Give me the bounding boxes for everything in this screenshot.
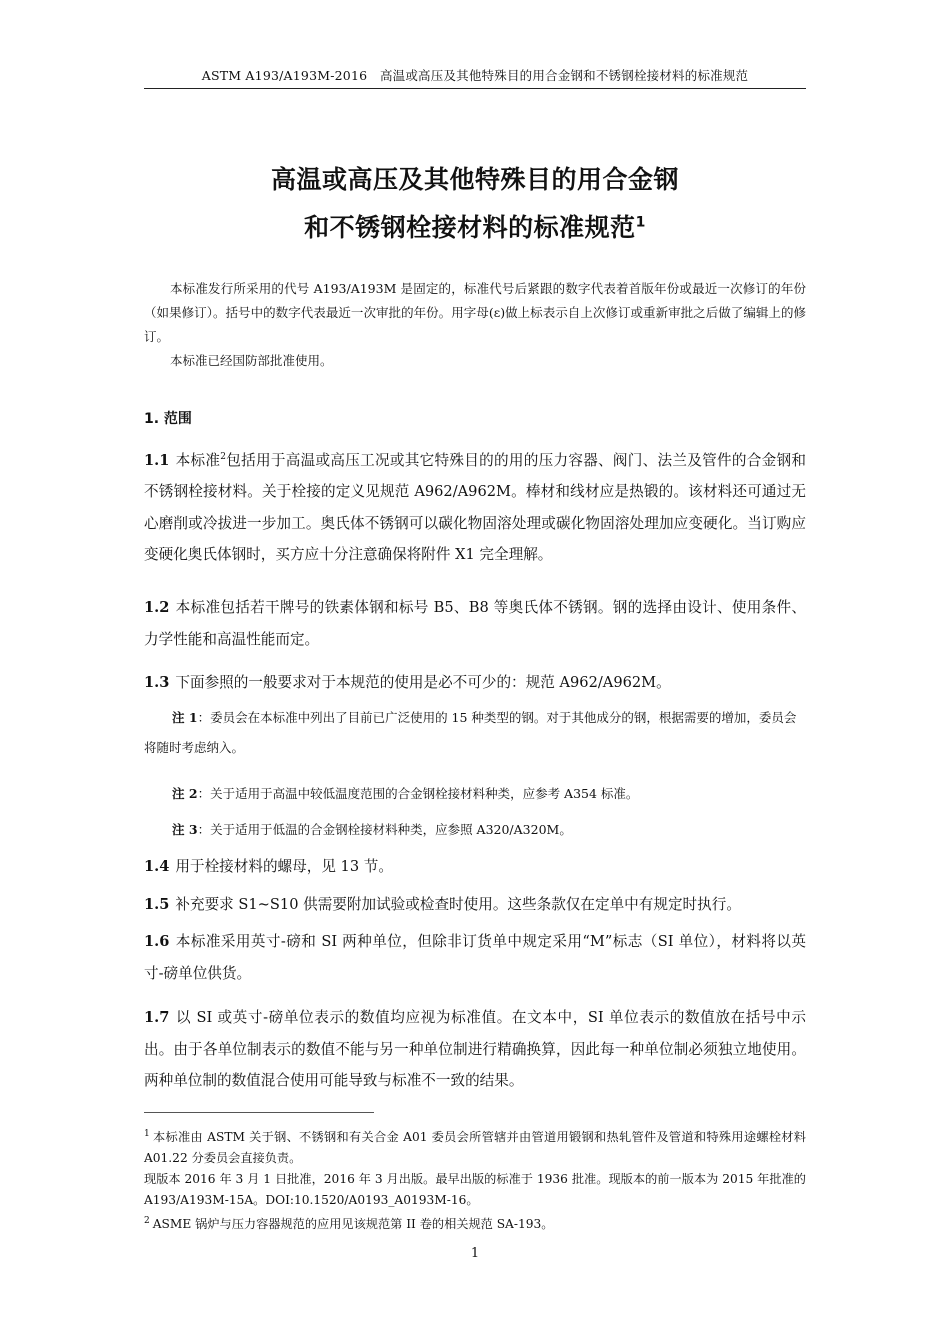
clause-1-4 (144, 851, 806, 883)
preamble-text-2: 本标准已经国防部批准使用。 (170, 353, 333, 368)
page-number: 1 (470, 1246, 480, 1261)
title-line-1 (144, 160, 806, 196)
clause-1-1-number: 1.1 (144, 451, 170, 469)
title-line-2 (144, 208, 806, 244)
clause-1-7 (144, 1002, 806, 1097)
clause-1-4-number: 1.4 (144, 858, 170, 875)
clause-1-2-text: 本标准包括若干牌号的铁素体钢和标号 B5、B8 等奥氏体不锈钢。钢的选择由设计、使用条件、力学性能和高温性能而定。 (144, 599, 806, 648)
clause-1-5 (144, 889, 806, 921)
clause-1-6-number: 1.6 (144, 933, 170, 950)
footnote-2-text: ASME 锅炉与压力容器规范的应用见该规范第 II 卷的相关规范 SA-193。 (152, 1217, 554, 1232)
preamble-paragraph-1 (144, 277, 806, 349)
note-2-text: ：关于适用于高温中较低温度范围的合金钢栓接材料种类，应参考 A354 标准。 (197, 786, 639, 801)
footnote-2-mark: 2 (144, 1216, 150, 1227)
clause-1-2-number: 1.2 (144, 599, 170, 616)
clause-1-4-text: 用于栓接材料的螺母，见 13 节。 (175, 858, 393, 875)
note-1 (144, 703, 806, 763)
clause-1-7-text: 以 SI 或英寸-磅单位表示的数值均应视为标准值。在文本中，SI 单位表示的数值放在括号中示出。由于各单位制表示的数值不能与另一种单位制进行精确换算，因此每一种单位制必须独立地使用。两种单位制的数值混合使用可能导致与标准不一致的结果。 (144, 1009, 806, 1089)
clause-1-1-text-a: 本标准 (175, 451, 221, 469)
title-footnote-mark: 1 (635, 214, 646, 231)
clause-1-1-text-b: 包括用于高温或高压工况或其它特殊目的的用的压力容器、阀门、法兰及管件的合金钢和不锈钢栓接材料。关于栓接的定义见规范 A962/A962M。棒材和线材应是热锻的。该材料还可通过无心磨削或冷拔进一步加工。奥氏体不锈钢可以碳化物固溶处理或碳化物固溶处理加应变硬化。当订购应变硬化奥氏体钢时，买方应十分注意确保将附件 X1 完全理解。 (144, 451, 806, 564)
note-2-label: 注 2 (172, 786, 198, 801)
preamble-paragraph-2 (144, 349, 806, 373)
note-3-label: 注 3 (172, 822, 198, 837)
title-line-2-text: 和不锈钢栓接材料的标准规范 (304, 213, 636, 242)
clause-1-3 (144, 667, 806, 699)
note-1-text: ：委员会在本标准中列出了目前已广泛使用的 15 种类型的钢。对于其他成分的钢，根据需要的增加，委员会将随时考虑纳入。 (144, 710, 797, 755)
preamble-text-1: 本标准发行所采用的代号 A193/A193M 是固定的，标准代号后紧跟的数字代表着首版年份或最近一次修订的年份（如果修订）。括号中的数字代表最近一次审批的年份。用字母(ε)做上标表示自上次修订或重新审批之后做了编辑上的修订。 (144, 281, 806, 344)
footnote-1-continued: 现版本 2016 年 3 月 1 日批准，2016 年 3 月出版。最早出版的标准于 1936 批准。现版本的前一版本为 2015 年批准的 A193/A193M-15A。DOI:10.1520/A0193_A0193M-16。 (144, 1172, 806, 1208)
section-heading-scope: 1. 范围 (144, 411, 192, 427)
header-rule (144, 88, 806, 89)
note-1-label: 注 1 (172, 710, 198, 725)
clause-1-5-number: 1.5 (144, 896, 170, 913)
clause-1-6 (144, 926, 806, 989)
clause-1-1 (144, 442, 806, 571)
footnotes (144, 1124, 806, 1235)
footnote-2 (144, 1211, 806, 1235)
running-header: ASTM A193/A193M-2016 高温或高压及其他特殊目的用合金钢和不锈钢栓接材料的标准规范 (201, 68, 749, 83)
footnote-1-text: 本标准由 ASTM 关于钢、不锈钢和有关合金 A01 委员会所管辖并由管道用锻钢和热轧管件及管道和特殊用途螺栓材料 A01.22 分委员会直接负责。 (144, 1130, 806, 1166)
clause-1-6-text: 本标准采用英寸-磅和 SI 两种单位，但除非订货单中规定采用“M”标志（SI 单位），材料将以英寸-磅单位供货。 (144, 933, 806, 982)
clause-1-7-number: 1.7 (144, 1009, 170, 1026)
clause-1-3-number: 1.3 (144, 674, 170, 691)
clause-1-3-text: 下面参照的一般要求对于本规范的使用是必不可少的：规范 A962/A962M。 (175, 674, 671, 691)
footnote-1 (144, 1124, 806, 1169)
title-line-1-text: 高温或高压及其他特殊目的用合金钢 (270, 165, 679, 194)
clause-1-1-footnote-mark: 2 (220, 452, 227, 462)
footnote-separator (144, 1112, 374, 1113)
clause-1-5-text: 补充要求 S1~S10 供需要附加试验或检查时使用。这些条款仅在定单中有规定时执行。 (175, 896, 741, 913)
clause-1-2 (144, 592, 806, 655)
note-2 (144, 779, 806, 809)
note-3 (144, 815, 806, 845)
note-3-text: ：关于适用于低温的合金钢栓接材料种类，应参照 A320/A320M。 (197, 822, 572, 837)
footnote-1-mark: 1 (144, 1129, 150, 1139)
